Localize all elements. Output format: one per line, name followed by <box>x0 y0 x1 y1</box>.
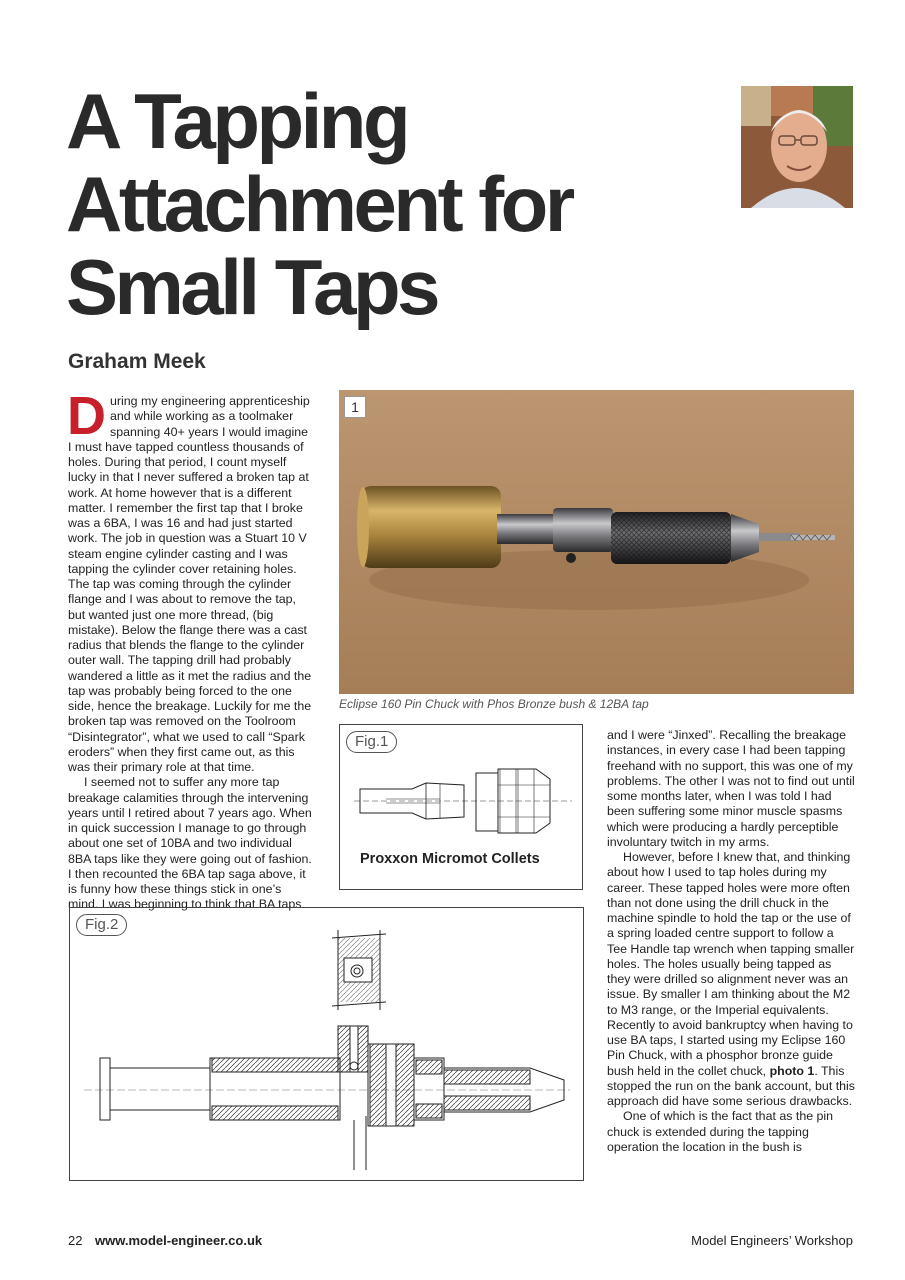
tapping-attachment-drawing <box>70 908 583 1180</box>
author-portrait <box>741 86 853 208</box>
collet-drawing <box>340 755 582 855</box>
paragraph-text: However, before I knew that, and thinking about how I used to tap holes during my career. These tapped holes were more often than not done using the drill chuck in the machine spindle to hold the tap or the use of a spring loaded centre support to follow a Tee Handle tap wrench when tapping smaller holes. The holes usually being tapped as they were drilled so alignment never was an issue. By smaller I am thinking about the M2 to M3 range, or the Imperial equivalents. Recently to avoid bankruptcy when having to use BA taps, I started using my Eclipse 160 Pin Chuck, with a phosphor bronze guide bush held in the collet chuck, <box>607 850 855 1078</box>
title-line-2: Attachment for <box>66 160 572 248</box>
paragraph-text: uring my engineering apprenticeship and while working as a toolmaker spanning 40+ years I would imagine I must have tapped countless thousands of holes. During that period, I count myself lucky in that I never suffered a broken tap at work. At home however that is a different matter. I remember the first tap that I broke was a 6BA, I was 16 and had just started work. The job in question was a Stuart 10 V steam engine cylinder casting and I was tapping the cylinder cover retaining holes. The tap was coming through the cylinder flange and I was about to remove the tap, but wanted just one more thread, (big mistake). Below the flange there was a cast radius that blends the flange to the cylinder outer wall. The tapping drill had probably wandered a little as it met the radius and the tap was probably being forced to the one side, hence the breakage. Luckily for me the broken tap was removed on the Toolroom “Disintegrator”, what we used to call “Spark eroders” when they first came out, as this was their primary role at that time. <box>68 394 312 774</box>
paragraph <box>607 850 855 1109</box>
body-column-1 <box>67 386 314 913</box>
paragraph <box>67 386 314 775</box>
paragraph-text: . This stopped the run on the bank account, but this approach did have some serious drawbacks. <box>607 1063 855 1108</box>
footer-url[interactable]: www.model-engineer.co.uk <box>95 1233 263 1248</box>
page-number: 22 <box>68 1233 83 1248</box>
drop-cap: D <box>67 386 106 446</box>
figure-2 <box>69 907 584 1181</box>
title-line-1: A Tapping <box>66 77 408 165</box>
figure-2-label: Fig.2 <box>76 914 127 936</box>
photo-reference: photo 1 <box>769 1063 815 1078</box>
paragraph: One of which is the fact that as the pin chuck is extended during the tapping operation the location in the bush is <box>607 1109 834 1154</box>
figure-1 <box>339 724 583 890</box>
figure-1-caption: Proxxon Micromot Collets <box>360 851 540 867</box>
figure-1-label: Fig.1 <box>346 731 397 753</box>
photo-number-badge: 1 <box>344 396 366 418</box>
paragraph: I seemed not to suffer any more tap breakage calamities through the intervening years until I retired about 7 years ago. When in quick succession I manage to go through about one set of 10BA and two individual 8BA taps like they were going out of fashion. I then recounted the 6BA tap saga above, it is funny how these things stick in one’s mind. I was beginning to think that BA taps <box>68 775 312 912</box>
photo-caption: Eclipse 160 Pin Chuck with Phos Bronze bush & 12BA tap <box>339 697 649 711</box>
photo-pin-chuck <box>339 390 854 694</box>
article-title <box>66 77 706 331</box>
author-name: Graham Meek <box>68 350 206 373</box>
body-column-3 <box>607 728 855 1155</box>
paragraph: and I were “Jinxed”. Recalling the breakage instances, in every case I had been tapping freehand with no support, this was one of my problems. The other I was not to find out until some months later, when I was told I had been suffering some minor muscle spasms which were producing a hardly perceptible involuntary twitch in my arms. <box>607 728 855 849</box>
magazine-name: Model Engineers’ Workshop <box>691 1233 853 1248</box>
title-line-3: Small Taps <box>66 243 438 331</box>
